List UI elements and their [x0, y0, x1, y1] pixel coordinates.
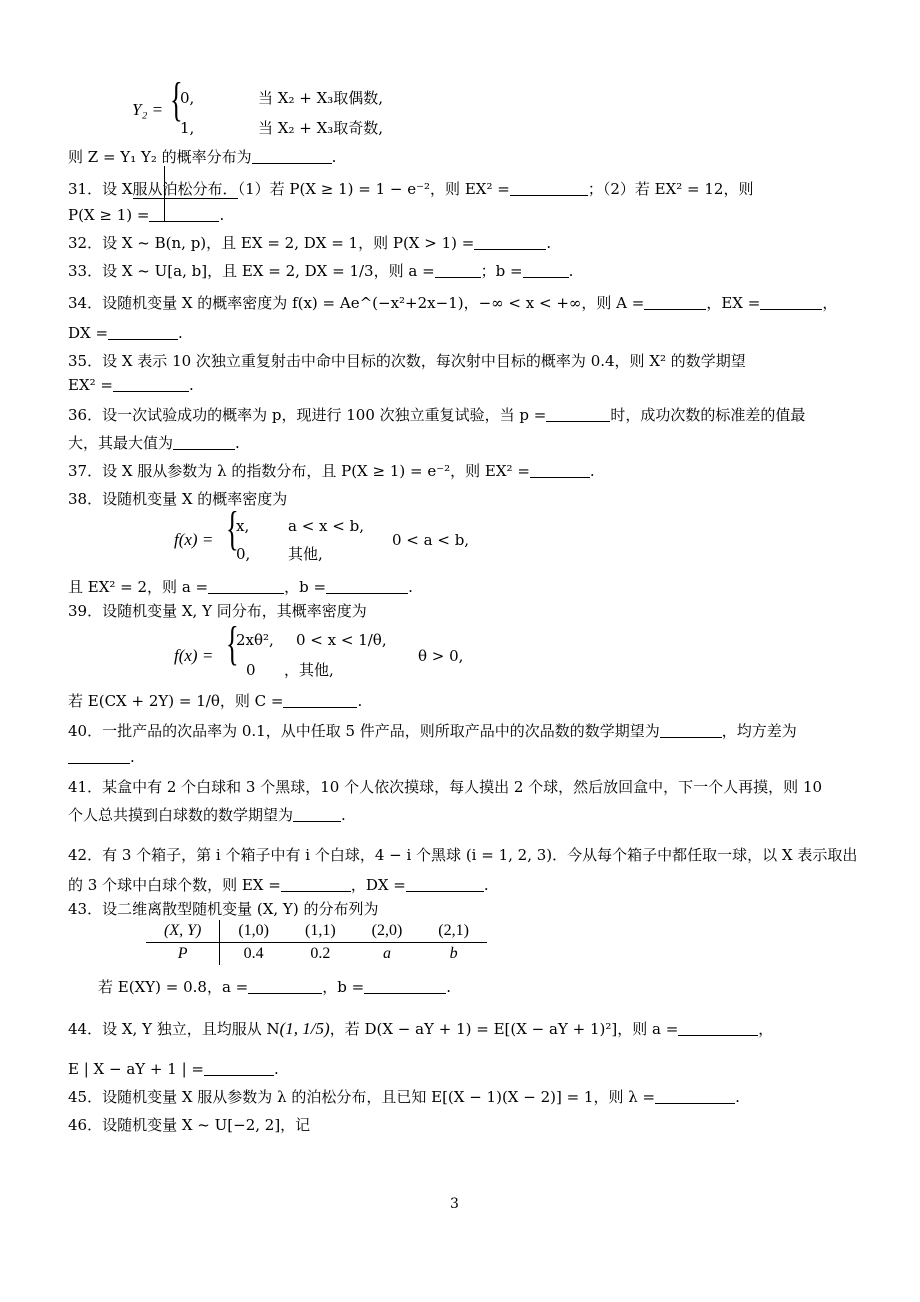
- question-44-line2: E | X − aY + 1 | = .: [68, 1060, 279, 1078]
- y2-case1-value: 0,: [180, 89, 195, 107]
- answer-blank: [113, 375, 189, 392]
- question-45: 45．设随机变量 X 服从参数为 λ 的泊松分布，且已知 E[(X − 1)(X − 2)] = 1，则 λ = .: [68, 1088, 740, 1106]
- q38-case2-condition: 其他,: [288, 545, 323, 563]
- q39-brace: {: [226, 617, 239, 670]
- table-row: [146, 943, 487, 966]
- answer-blank: [108, 323, 178, 340]
- q38-case2-value: 0,: [236, 545, 251, 563]
- question-39-tail: 若 E(CX + 2Y) = 1/θ，则 C = .: [68, 692, 363, 710]
- q39-side-condition: θ > 0,: [418, 647, 464, 665]
- question-38-tail: 且 EX² = 2，则 a = ，b = .: [68, 578, 413, 596]
- answer-blank: [283, 691, 357, 708]
- question-40-line2: .: [68, 746, 860, 768]
- question-34: 34．设随机变量 X 的概率密度为 f(x) = Ae^(−x²+2x−1)，−∞ < x < +∞，则 A = ，EX = ，: [68, 294, 838, 312]
- answer-blank: [68, 747, 130, 764]
- question-33: 33．设 X ~ U[a, b]，且 EX = 2, DX = 1/3，则 a = ；b = .: [68, 262, 574, 280]
- question-38: 38．设随机变量 X 的概率密度为: [68, 490, 288, 508]
- table-cell: 0.2: [310, 945, 331, 962]
- answer-blank: [248, 977, 322, 994]
- q39-case2-value: 0: [246, 661, 256, 679]
- answer-blank: [660, 721, 722, 738]
- answer-blank: [208, 577, 284, 594]
- q39-case2-condition: ，其他,: [284, 661, 334, 679]
- y2-case2-condition: 当 X₂ + X₃取奇数,: [258, 119, 384, 137]
- table-cell: P: [146, 943, 220, 966]
- question-42-line2: 的 3 个球中白球个数，则 EX = ，DX = .: [68, 876, 489, 894]
- answer-blank: [523, 261, 569, 278]
- question-39: 39．设随机变量 X, Y 同分布，其概率密度为: [68, 602, 367, 620]
- question-42: 42．有 3 个箱子，第 i 个箱子中有 i 个白球，4 − i 个黑球 (i = 1, 2, 3)．今从每个箱子中都任取一球，以 X 表示取出: [68, 846, 858, 864]
- q39-lhs: f(x) =: [174, 646, 214, 665]
- question-34-line2: DX = .: [68, 324, 183, 342]
- q38-lhs: f(x) =: [174, 530, 214, 549]
- answer-blank: [530, 461, 590, 478]
- y2-lhs: Y₂ =: [132, 100, 164, 119]
- question-43-tail: 若 E(XY) = 0.8，a = ，b = .: [98, 978, 451, 996]
- question-31-line2: P(X ≥ 1) = .: [68, 206, 225, 224]
- answer-blank: [173, 433, 235, 450]
- table-header-cell: (1,0): [220, 920, 287, 943]
- q38-brace: {: [226, 502, 239, 555]
- table-cell: 0.4: [243, 945, 264, 962]
- answer-blank: [149, 205, 219, 222]
- q39-case1-value: 2xθ²,: [236, 631, 274, 649]
- question-37: 37．设 X 服从参数为 λ 的指数分布，且 P(X ≥ 1) = e⁻²，则 EX² = .: [68, 462, 595, 480]
- table-cell: a: [382, 945, 391, 962]
- table-header-cell: (1,1): [287, 920, 354, 943]
- table-cell: b: [449, 945, 458, 962]
- answer-blank: [678, 1019, 758, 1036]
- answer-blank: [546, 405, 610, 422]
- question-40: 40．一批产品的次品率为 0.1，从中任取 5 件产品，则所取产品中的次品数的数学期望为 ，均方差为: [68, 722, 797, 740]
- table-header-cell: (2,0): [354, 920, 421, 943]
- y2-case1-condition: 当 X₂ + X₃取偶数,: [258, 89, 384, 107]
- question-41: 41．某盒中有 2 个白球和 3 个黑球，10 个人依次摸球，每人摸出 2 个球，然后放回盒中，下一个人再摸，则 10: [68, 778, 823, 796]
- distribution-table: [146, 920, 487, 965]
- question-36-line2: 大，其最大值为 .: [68, 434, 240, 452]
- q38-side-condition: 0 < a < b,: [392, 531, 470, 549]
- answer-blank: [510, 179, 588, 196]
- page-number: 3: [450, 1196, 459, 1212]
- table-header-cell: (2,1): [420, 920, 487, 943]
- question-44: 44．设 X, Y 独立，且均服从 N(1, 1/5)，若 D(X − aY + 1) = E[(X − aY + 1)²]，则 a = ，: [68, 1019, 774, 1038]
- answer-blank: [760, 293, 822, 310]
- question-41-line2: 个人总共摸到白球数的数学期望为 .: [68, 806, 346, 824]
- y2-case2-value: 1,: [180, 119, 195, 137]
- table-header-row: [146, 920, 487, 943]
- q39-case1-condition: 0 < x < 1/θ,: [296, 631, 387, 649]
- question-31: 31．设 X服从泊松分布．（1）若 P(X ≥ 1) = 1 − e⁻²，则 EX² = ；（2）若 EX² = 12，则: [68, 180, 754, 198]
- question-36: 36．设一次试验成功的概率为 p，现进行 100 次独立重复试验，当 p = 时，成功次数的标准差的值最: [68, 406, 806, 424]
- answer-blank: [364, 977, 446, 994]
- answer-blank: [644, 293, 706, 310]
- question-35: 35．设 X 表示 10 次独立重复射击中命中目标的次数，每次射中目标的概率为 0.4，则 X² 的数学期望: [68, 352, 746, 370]
- answer-blank: [252, 147, 332, 164]
- question-46: 46．设随机变量 X ~ U[−2, 2]，记: [68, 1116, 311, 1134]
- question-43: 43．设二维离散型随机变量 (X, Y) 的分布列为: [68, 900, 379, 918]
- answer-blank: [293, 805, 341, 822]
- q38-case1-condition: a < x < b,: [288, 517, 364, 535]
- question-35-line2: EX² = .: [68, 376, 194, 394]
- q38-case1-value: x,: [236, 517, 250, 535]
- answer-blank: [326, 577, 408, 594]
- answer-blank: [474, 233, 546, 250]
- table-header-cell: (X, Y): [146, 920, 220, 943]
- answer-blank: [204, 1059, 274, 1076]
- question-32: 32．设 X ~ B(n, p)，且 EX = 2, DX = 1，则 P(X > 1) = .: [68, 234, 552, 252]
- answer-blank: [281, 875, 351, 892]
- y2-brace: {: [170, 73, 183, 126]
- answer-blank: [655, 1087, 735, 1104]
- q30-tail: 则 Z = Y₁ Y₂ 的概率分布为 .: [68, 148, 337, 166]
- answer-blank: [406, 875, 484, 892]
- answer-blank: [435, 261, 481, 278]
